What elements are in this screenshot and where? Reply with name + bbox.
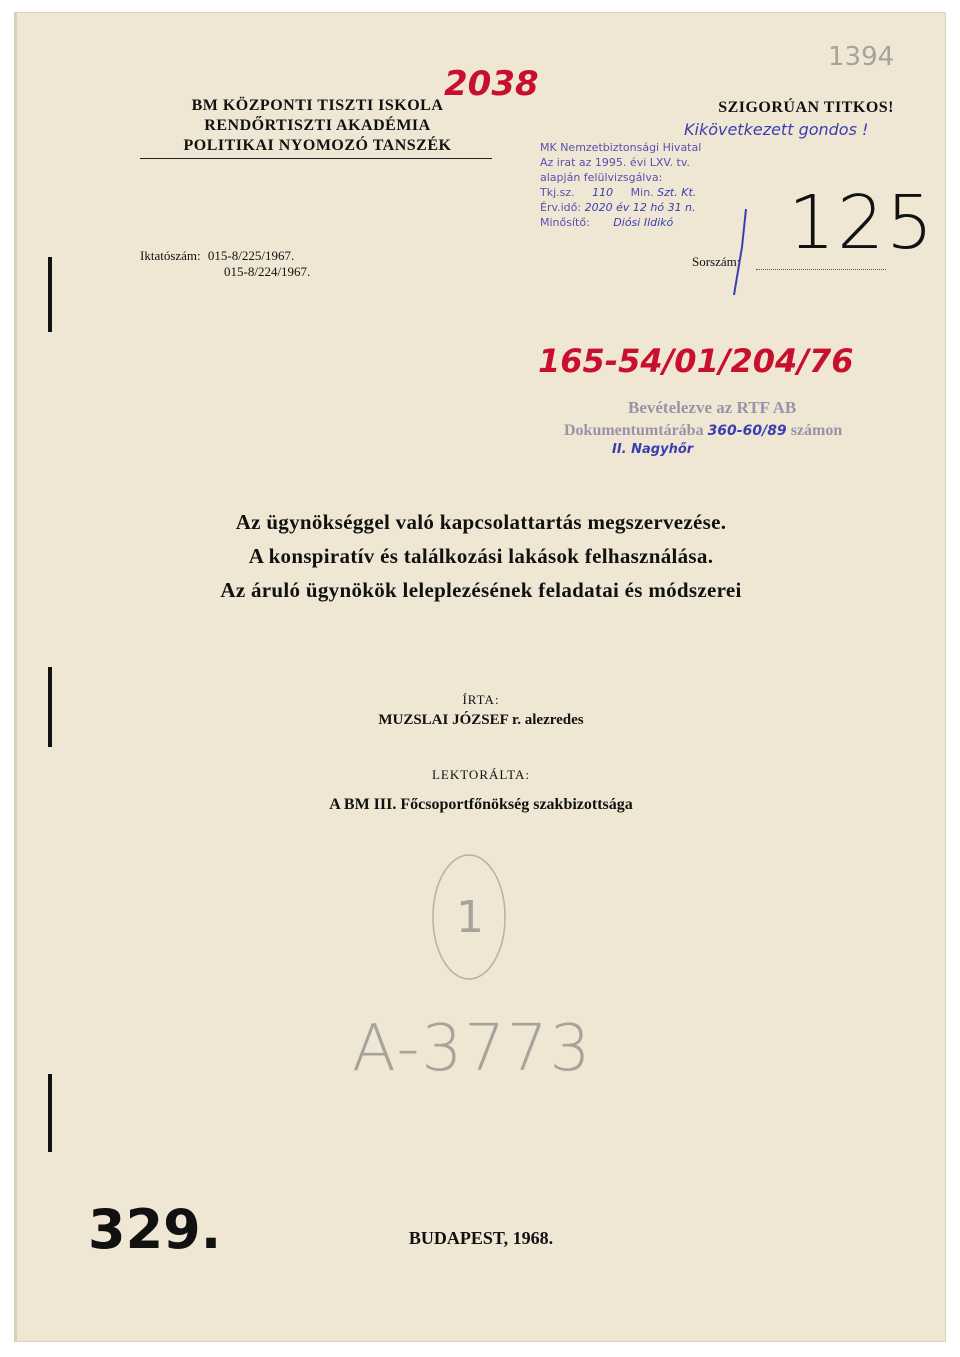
pencil-circle-number: 1 [456,892,484,943]
registration-block [140,248,380,280]
handwritten-serial-number: 125 [788,180,936,266]
stamp-line [540,185,780,200]
document-title-line: Az ügynökséggel való kapcsolattartás megszervezése. [235,510,727,534]
handwritten-blue-note: Kikövetkezett gondos ! [684,120,869,139]
document-title-line: Az áruló ügynökök leleplezésének feladatai és módszerei [220,578,742,602]
registration-label: Iktatószám: [140,248,201,263]
registration-number: 015-8/224/1967. [224,264,311,279]
document-page [14,12,946,1342]
institution-line: BM KÖZPONTI TISZTI ISKOLA [191,97,444,114]
archive-stamp [564,398,904,457]
document-title-line: A konspiratív és találkozási lakások felhasználása. [248,544,714,568]
binding-mark [48,1074,52,1152]
stamp-label: Minősítő: [540,216,590,229]
institution-header [140,96,495,156]
archive-stamp-line: Dokumentumtárába 360-60/89 számon [564,422,843,439]
stamp-handwritten-value: 2020 év 12 hó 31 n. [584,201,696,214]
red-reference-number: 165-54/01/204/76 [538,342,854,380]
stamp-handwritten-value: Diósi Ildikó [613,216,674,229]
stamp-line: Az irat az 1995. évi LXV. tv. [540,156,690,169]
handwritten-page-number: 329. [88,1198,222,1261]
stamp-line: MK Nemzetbiztonsági Hivatal [540,141,702,154]
stamp-line: alapján felülvizsgálva: [540,171,663,184]
reviewer-name: A BM III. Főcsoportfőnökség szakbizottsága [329,796,633,813]
institution-line: RENDŐRTISZTI AKADÉMIA [204,117,431,134]
binding-mark [48,257,52,332]
archive-stamp-line: Bevételezve az RTF AB [628,398,797,417]
classification-label: SZIGORÚAN TITKOS! [718,99,894,116]
stamp-label: Tkj.sz. [540,186,575,199]
registration-number: 015-8/225/1967. [207,248,295,263]
archive-signature: II. Nagyhőr [612,442,694,457]
serial-dotted-line [756,269,886,270]
header-underline [140,158,492,159]
institution-line: POLITIKAI NYOMOZÓ TANSZÉK [183,137,452,154]
stamp-label: Érv.idő: [540,201,582,214]
reviewer-label: LEKTORÁLTA: [431,767,531,782]
author-name: MUZSLAI JÓZSEF r. alezredes [378,712,584,728]
place-date: BUDAPEST, 1968. [408,1228,554,1248]
serial-label: Sorszám: [692,254,741,269]
blue-pen-stroke [716,207,756,297]
archive-handwritten-number: 360-60/89 [707,423,787,439]
stamp-handwritten-value: 110 [592,186,614,199]
author-label: ÍRTA: [462,692,500,707]
stamp-label: Min. [630,186,654,199]
red-handwritten-number: 2038 [444,64,539,104]
stamp-handwritten-value: Szt. Kt. [657,186,697,199]
handwritten-top-right: 1394 [828,42,895,72]
pencil-archive-code: A-3773 [352,1012,593,1086]
